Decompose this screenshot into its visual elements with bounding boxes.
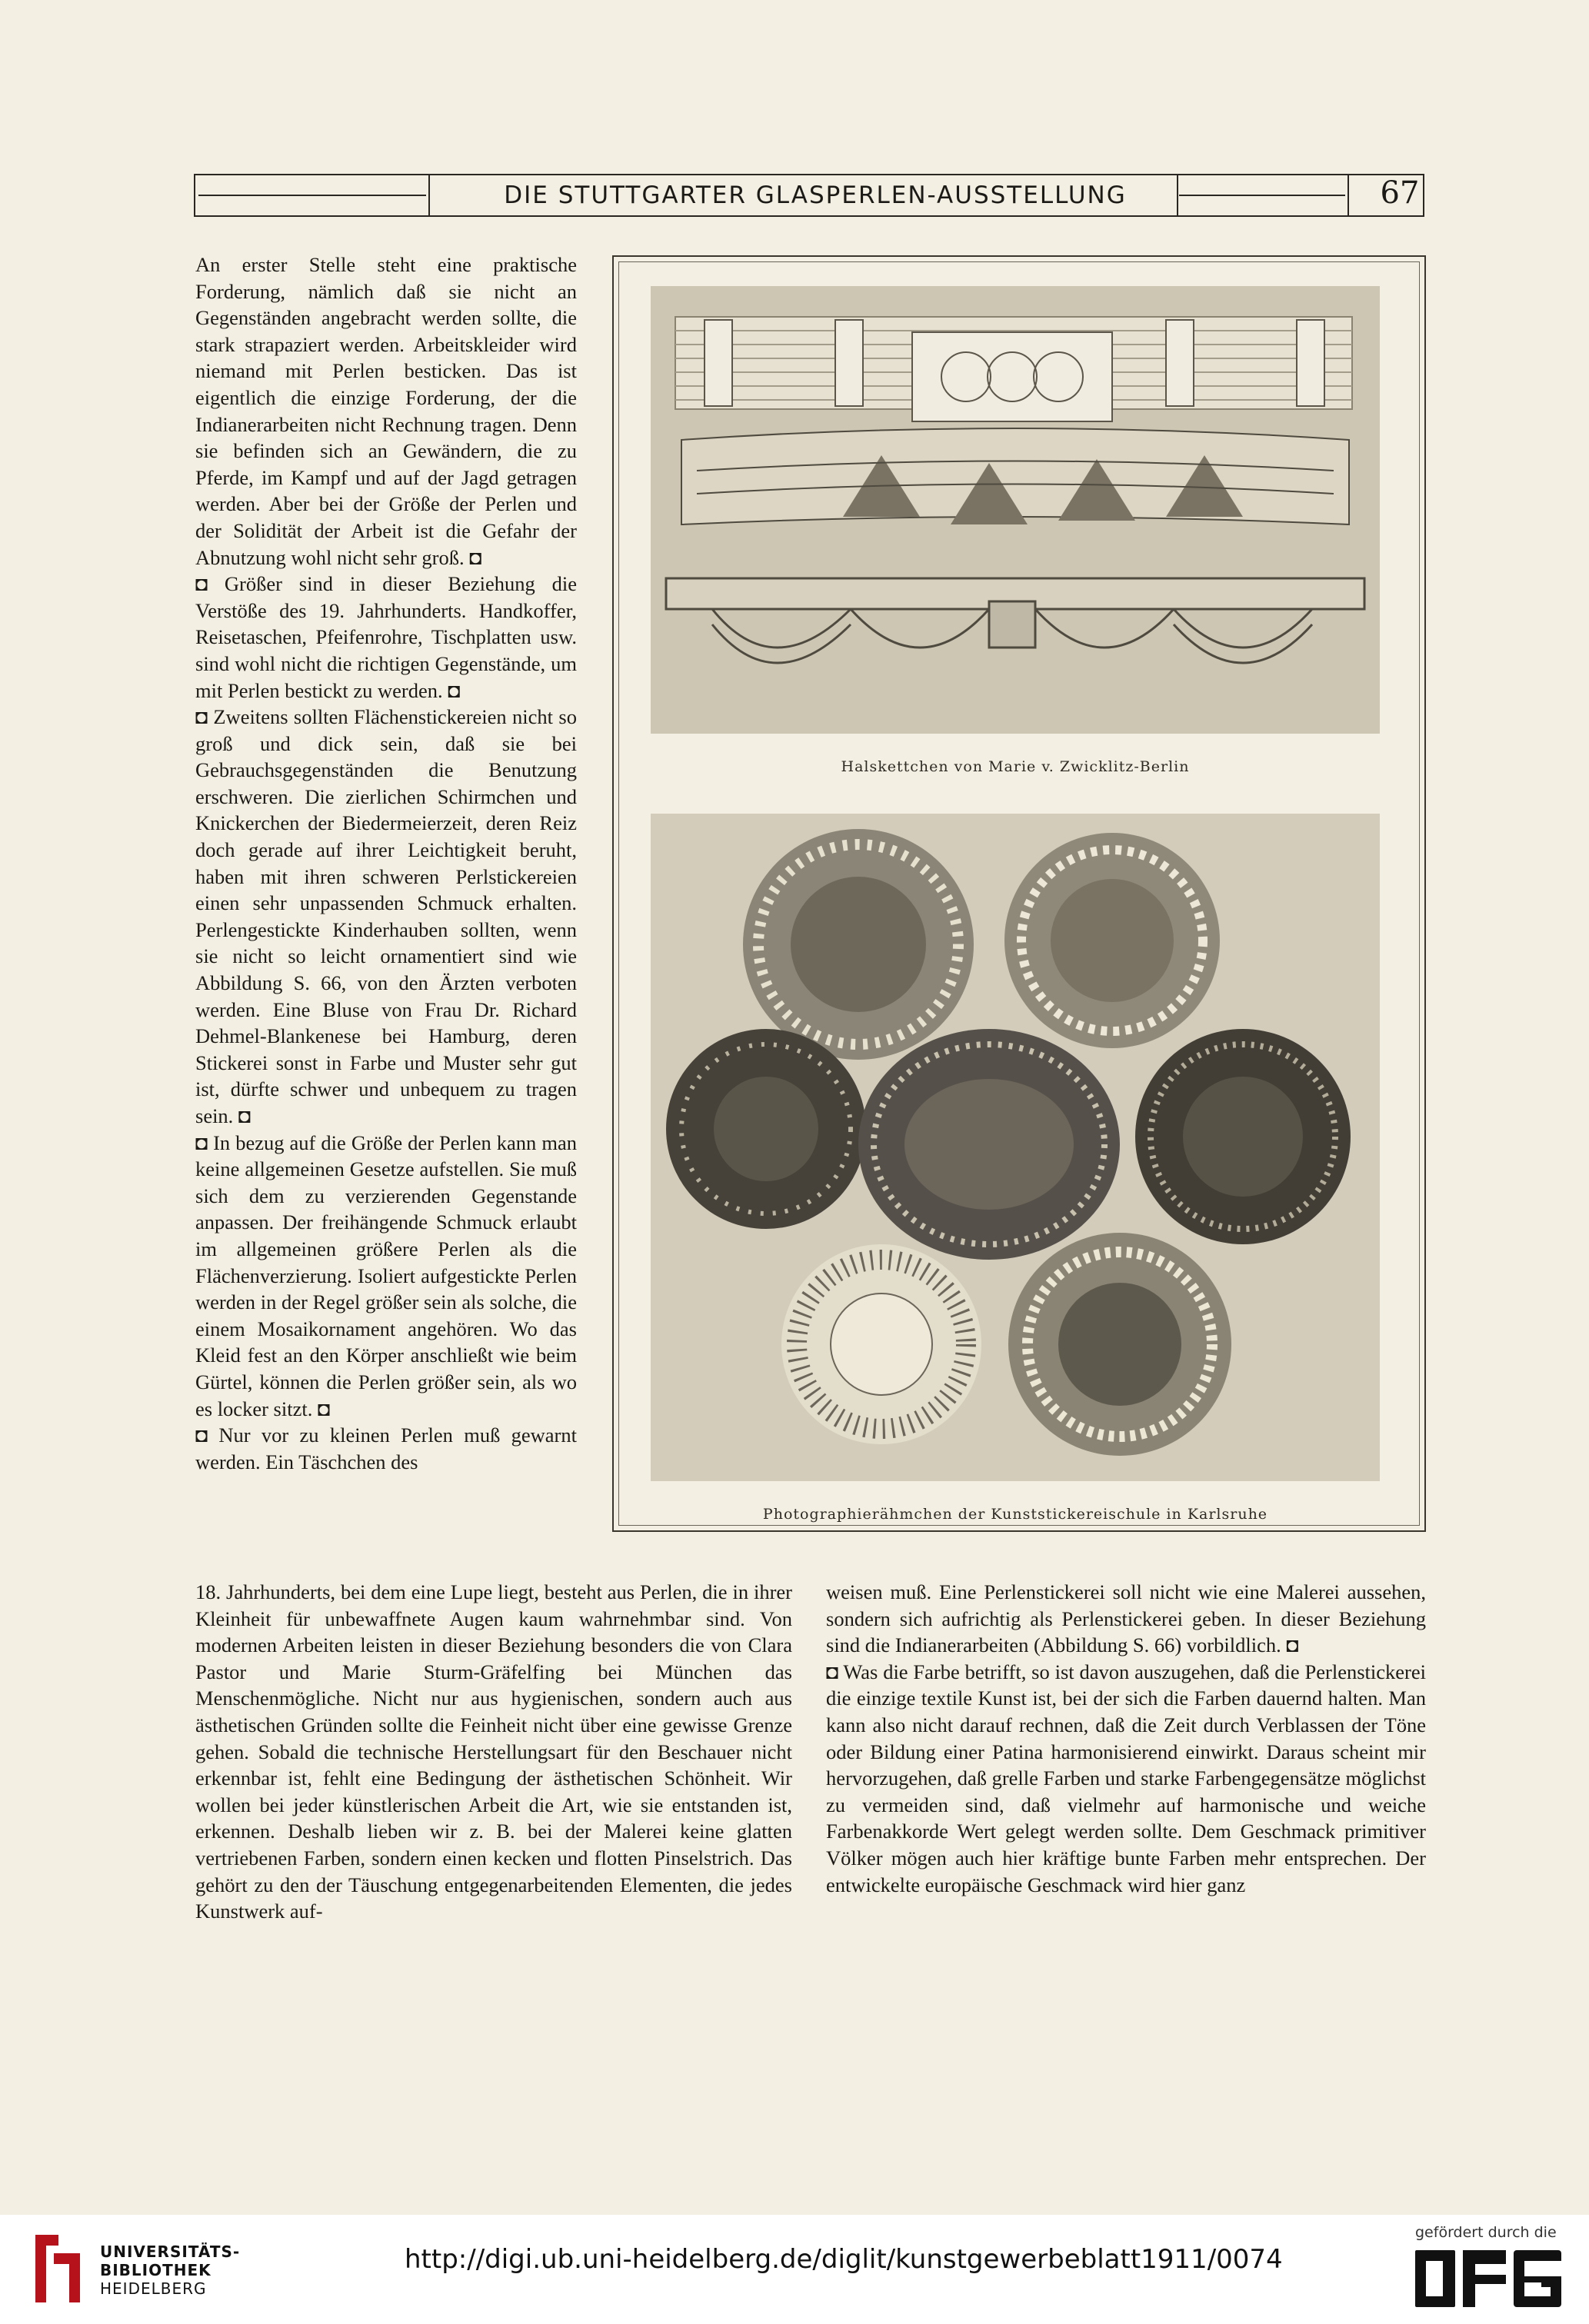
- library-name-line-3: HEIDELBERG: [100, 2279, 207, 2298]
- frames-illustration: [651, 814, 1380, 1481]
- necklace-photo: [651, 286, 1380, 734]
- library-name-line-1: UNIVERSITÄTS-: [100, 2242, 241, 2261]
- frame-7: [1008, 1233, 1231, 1456]
- paragraph: 18. Jahrhunderts, bei dem eine Lupe liegt, besteht aus Perlen, die in ihrer Kleinheit für unbewaffnete Augen kaum wahrnehmbar sind. Von modernen Arbeiten leisten in dieser Beziehung besonders die von Clara Pastor und Marie Sturm-Gräfelfing bei München das Menschenmögliche. Nicht nur aus hygienischen, sondern auch aus ästhetischen Gründen sollte die Feinheit nicht über eine gewisse Grenze gehen. Sobald die technische Herstellungsart für den Beschauer nicht erkennbar ist, fehlt eine Bedingung der ästhetischen Schönheit. Wir wollen bei jeder künstlerischen Arbeit die Art, wie sie entstanden ist, erkennen. Deshalb lieben wir z. B. bei der Malerei keine glatten vertriebenen Farben, sondern einen kecken und flotten Pinselstrich. Das gehört zu den der Täuschung entgegenarbeitenden Elementen, die jedes Kunstwerk auf-: [195, 1580, 792, 1923]
- permalink-url[interactable]: http://digi.ub.uni-heidelberg.de/diglit/kunstgewerbeblatt1911/0074: [405, 2244, 1283, 2275]
- frame-2: [1004, 833, 1220, 1048]
- paragraph: ◘ In bezug auf die Größe der Perlen kann man keine allgemeinen Gesetze aufstellen. Sie muß sich dem zu verzierenden Gegenstande anpassen. Der freihängende Schmuck erlaubt im allgemeinen größere Perlen als die Flächenverzierung. Isoliert aufgestickte Perlen werden in der Regel größer sein als solche, die einem Mosaikornament angehören. Wo das Kleid fest an den Körper anschließt wie beim Gürtel, können die Perlen größer sein, als wo es locker sitzt. ◘: [195, 1130, 577, 1420]
- frames-photo: [651, 814, 1380, 1481]
- paragraph: ◘ Größer sind in dieser Beziehung die Verstöße des 19. Jahrhunderts. Handkoffer, Reisetaschen, Pfeifenrohre, Tischplatten usw. sind wohl nicht die richtigen Gegenstände, um mit Perlen bestickt zu werden. ◘: [195, 572, 577, 702]
- header-left-edge: [194, 174, 195, 217]
- bottom-right-text-column: [826, 1579, 1426, 1898]
- paragraph: ◘ Was die Farbe betrifft, so ist davon auszugehen, daß die Perlenstickerei die einzige textile Kunst ist, bei der sich die Farben dauernd halten. Man kann also nicht darauf rechnen, daß die Zeit durch Verblassen der Töne oder Bildung einer Patina harmonisierend einwirkt. Daraus scheint mir hervorzugehen, daß grelle Farben und starke Farbengegensätze möglichst zu vermeiden sind, daß vielmehr auf harmonische und weiche Farbenakkorde Wert gelegt werden sollte. Dem Geschmack primitiver Völker mögen auch hier kräftige bunte Farben mehr entsprechen. Der entwickelte europäische Geschmack wird hier ganz: [826, 1660, 1426, 1896]
- necklace-middle: [681, 428, 1349, 524]
- frame-3: [666, 1029, 866, 1229]
- header-left-bar: [198, 195, 426, 196]
- header-rule-top: [194, 174, 1424, 175]
- header-right-bar: [1179, 195, 1345, 196]
- library-logo-icon: [31, 2230, 85, 2307]
- paragraph: An erster Stelle steht eine praktische Forderung, nämlich daß sie nicht an Gegenständen angebracht werden sollte, die stark strapaziert werden. Arbeitskleider wird niemand mit Perlen besticken. Das ist eigentlich die einzige Forderung, der die Indianerarbeiten nicht Rechnung tragen. Denn sie befinden sich an Gewändern, die zu Pferde, im Kampf und auf der Jagd getragen werden. Aber bei der Größe der Perlen und der Solidität der Arbeit ist die Gefahr der Abnutzung wohl nicht sehr groß. ◘: [195, 253, 577, 569]
- necklace-illustration: [651, 286, 1380, 734]
- frame-1: [743, 829, 974, 1060]
- funded-by-text: gefördert durch die: [1415, 2224, 1557, 2241]
- necklace-top: [675, 317, 1352, 421]
- frame-4: [858, 1029, 1120, 1260]
- page-header-title: DIE STUTTGARTER GLASPERLEN-AUSSTELLUNG: [504, 181, 1127, 209]
- left-text-column: [195, 251, 577, 1475]
- paragraph: weisen muß. Eine Perlenstickerei soll nicht wie eine Malerei aussehen, sondern sich aufrichtig als Perlenstickerei geben. In dieser Beziehung sind die Indianerarbeiten (Abbildung S. 66) vorbildlich. ◘: [826, 1580, 1426, 1657]
- bottom-left-text-column: [195, 1579, 792, 1925]
- bottom-figure-caption: Photographierähmchen der Kunststickereischule in Karlsruhe: [762, 1506, 1268, 1523]
- frame-5: [1135, 1029, 1351, 1244]
- header-number-divider: [1347, 174, 1349, 217]
- page-number: 67: [1380, 175, 1420, 211]
- paragraph: ◘ Zweitens sollten Flächenstickereien nicht so groß und dick sein, daß sie bei Gebrauchsgegenständen die Benutzung erschweren. Die zierlichen Schirmchen und Knickerchen der Biedermeierzeit, deren Reiz doch gerade auf ihrer Leichtigkeit beruht, haben mit ihren schweren Perlstickereien einen sehr unpassenden Schmuck erhalten. Perlengestickte Kinderhauben sollten, wenn sie nicht so leicht ornamentiert sind wie Abbildung S. 66, von den Ärzten verboten werden. Eine Bluse von Frau Dr. Richard Dehmel-Blankenese bei Hamburg, deren Stickerei sonst in Farbe und Muster sehr gut ist, dürfte schwer und unbequem zu tragen sein. ◘: [195, 705, 577, 1127]
- paragraph: ◘ Nur vor zu kleinen Perlen muß gewarnt werden. Ein Täschchen des: [195, 1423, 577, 1473]
- header-left-divider: [428, 174, 430, 217]
- header-rule-bottom: [194, 215, 1424, 217]
- library-name-line-2: BIBLIOTHEK: [100, 2261, 212, 2279]
- dfg-logo-icon: [1415, 2249, 1569, 2310]
- top-figure-caption: Halskettchen von Marie v. Zwicklitz-Berlin: [841, 758, 1190, 775]
- frame-6: [781, 1244, 981, 1444]
